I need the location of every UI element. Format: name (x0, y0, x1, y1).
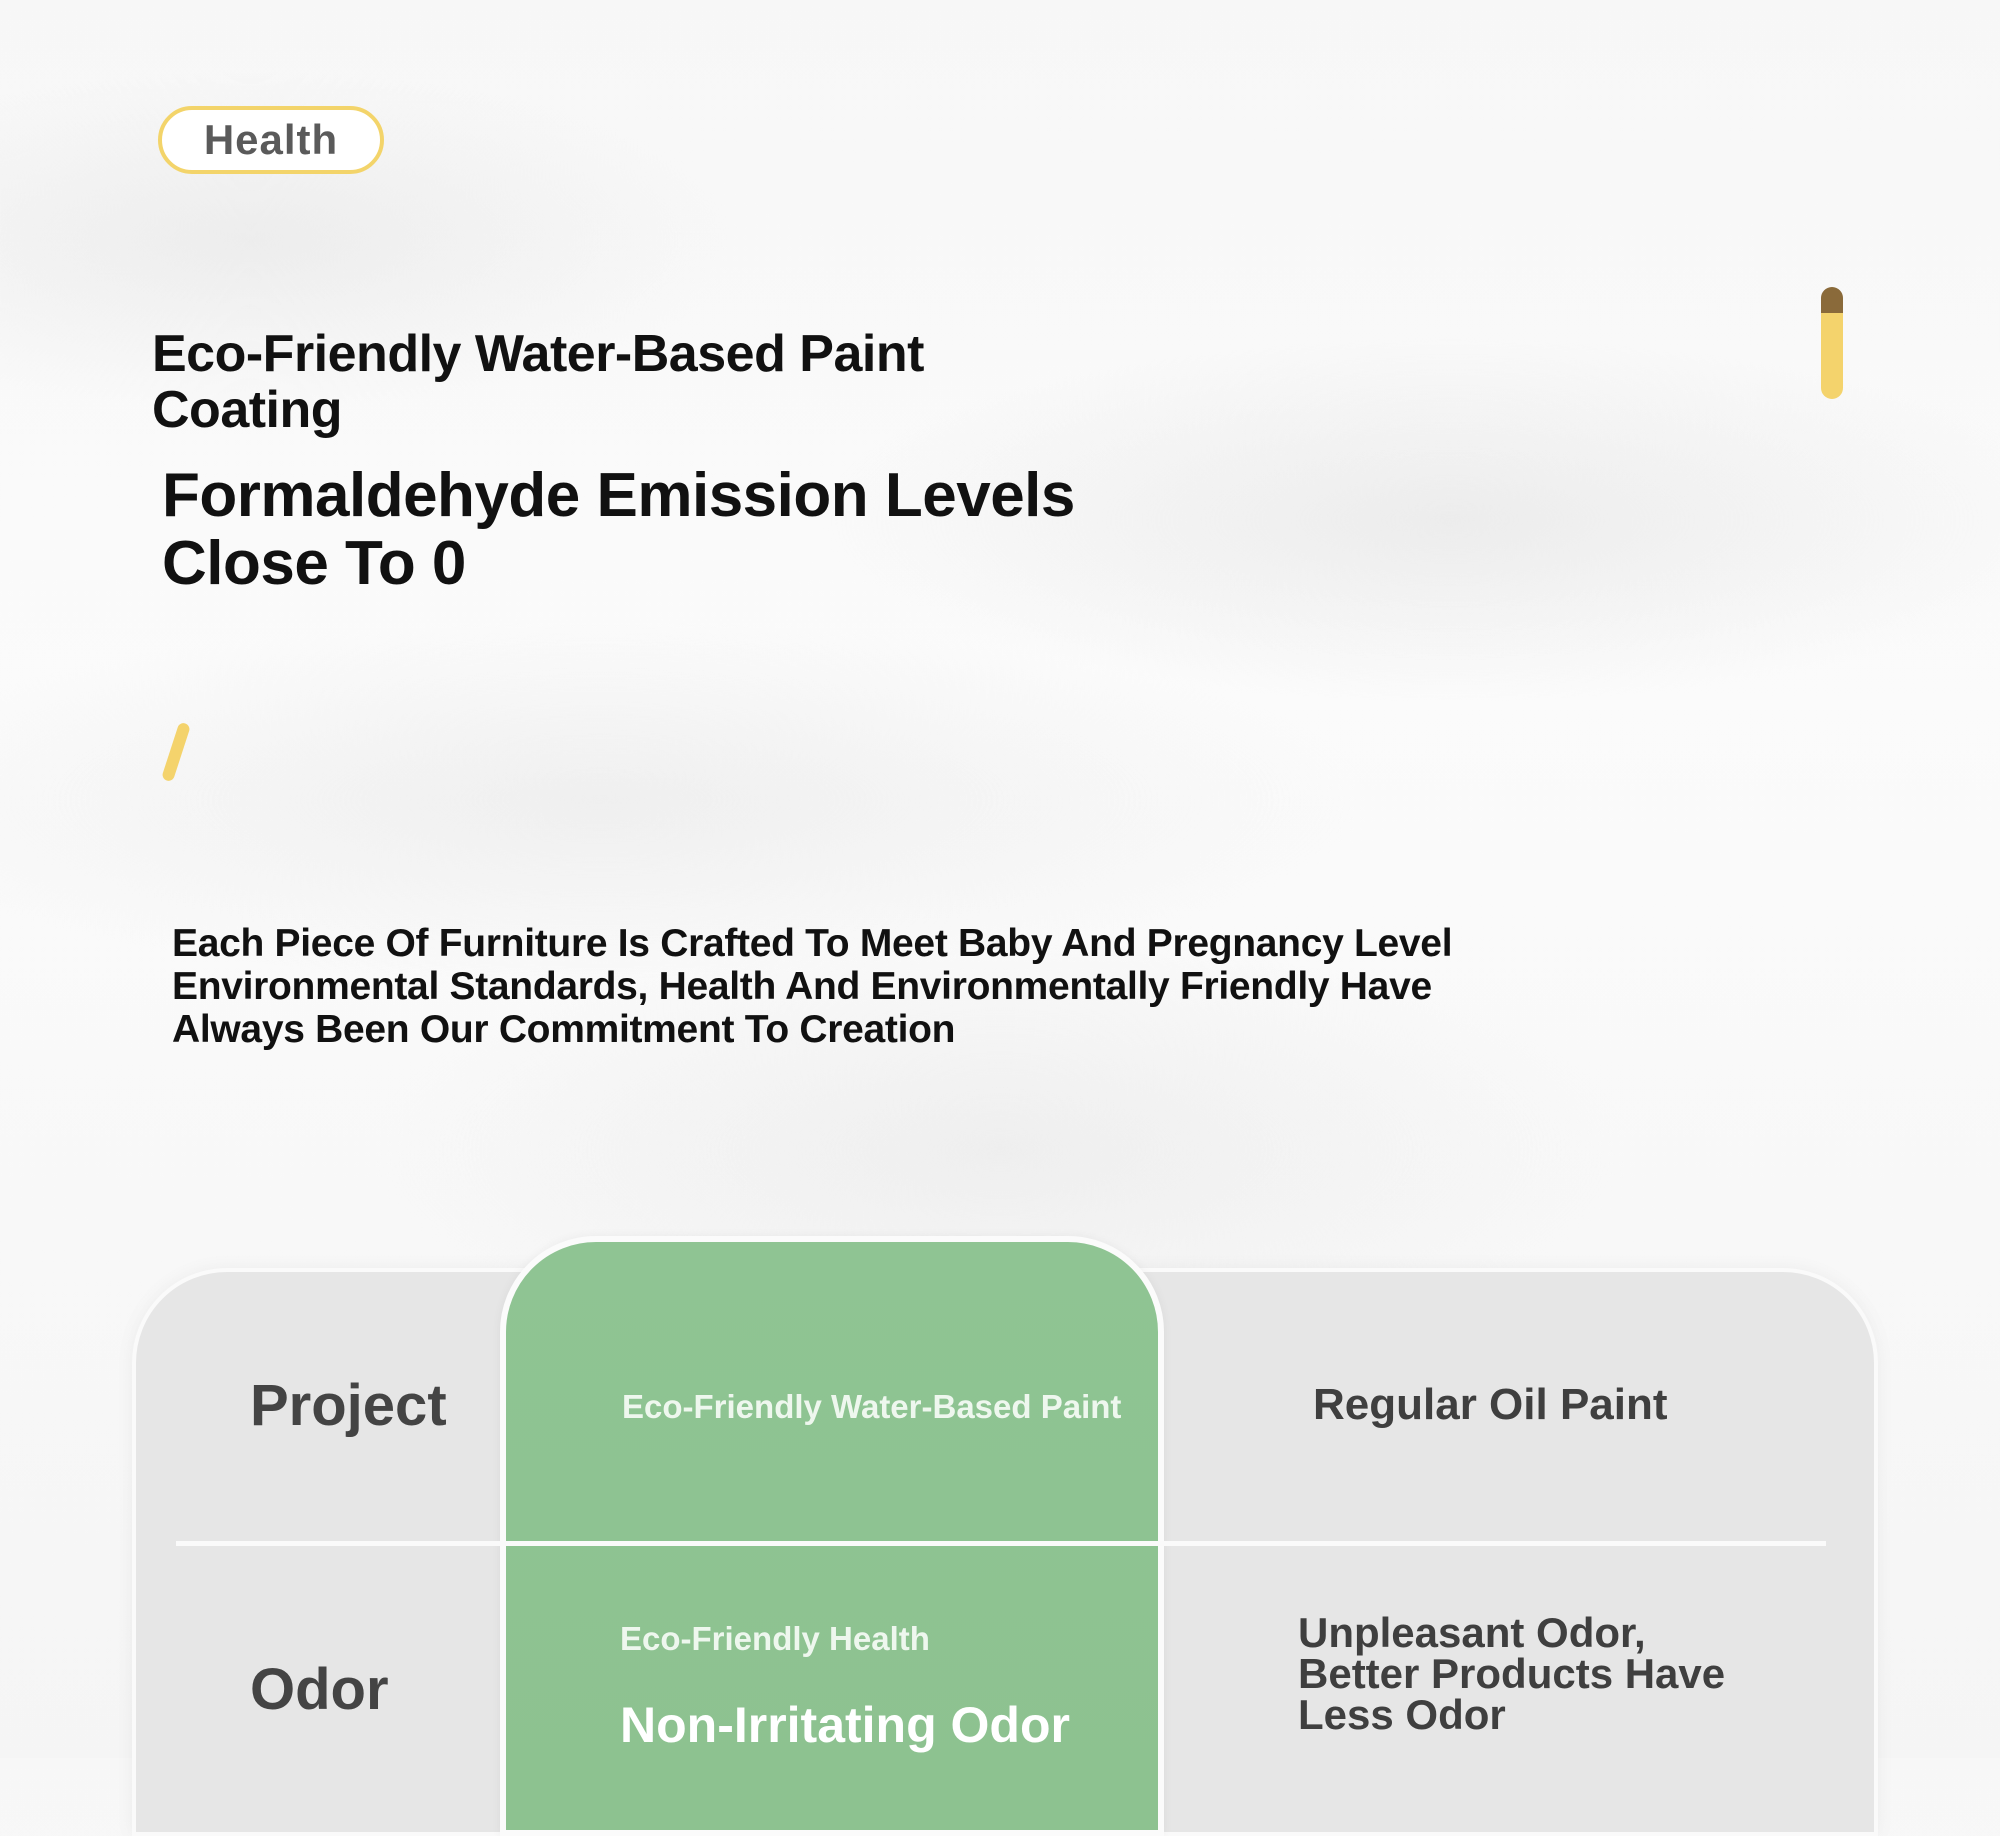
header-eco-paint: Eco-Friendly Water-Based Paint (622, 1388, 1122, 1425)
header-project: Project (250, 1373, 447, 1438)
row-divider (176, 1541, 1826, 1546)
header-regular-oil-paint: Regular Oil Paint (1313, 1380, 1668, 1429)
decorative-bar (1821, 287, 1843, 399)
health-badge (158, 106, 384, 174)
subtitle-heading: Eco-Friendly Water-Based Paint Coating (152, 325, 924, 439)
main-heading: Formaldehyde Emission Levels Close To 0 (162, 461, 1075, 598)
odor-regular-value: Unpleasant Odor, Better Products Have Less Odor (1298, 1609, 1726, 1738)
row-label-odor: Odor (250, 1657, 389, 1722)
description-text: Each Piece Of Furniture Is Crafted To Meet Baby And Pregnancy Level Environmental Standards, Health And Environmentally Friendly Have Always Been Our Commitment To Creation (172, 922, 1453, 1051)
odor-eco-subtext: Eco-Friendly Health (620, 1620, 930, 1657)
decorative-slash (161, 722, 191, 783)
odor-eco-value: Non-Irritating Odor (620, 1697, 1070, 1753)
health-badge-label: Health (203, 116, 339, 163)
